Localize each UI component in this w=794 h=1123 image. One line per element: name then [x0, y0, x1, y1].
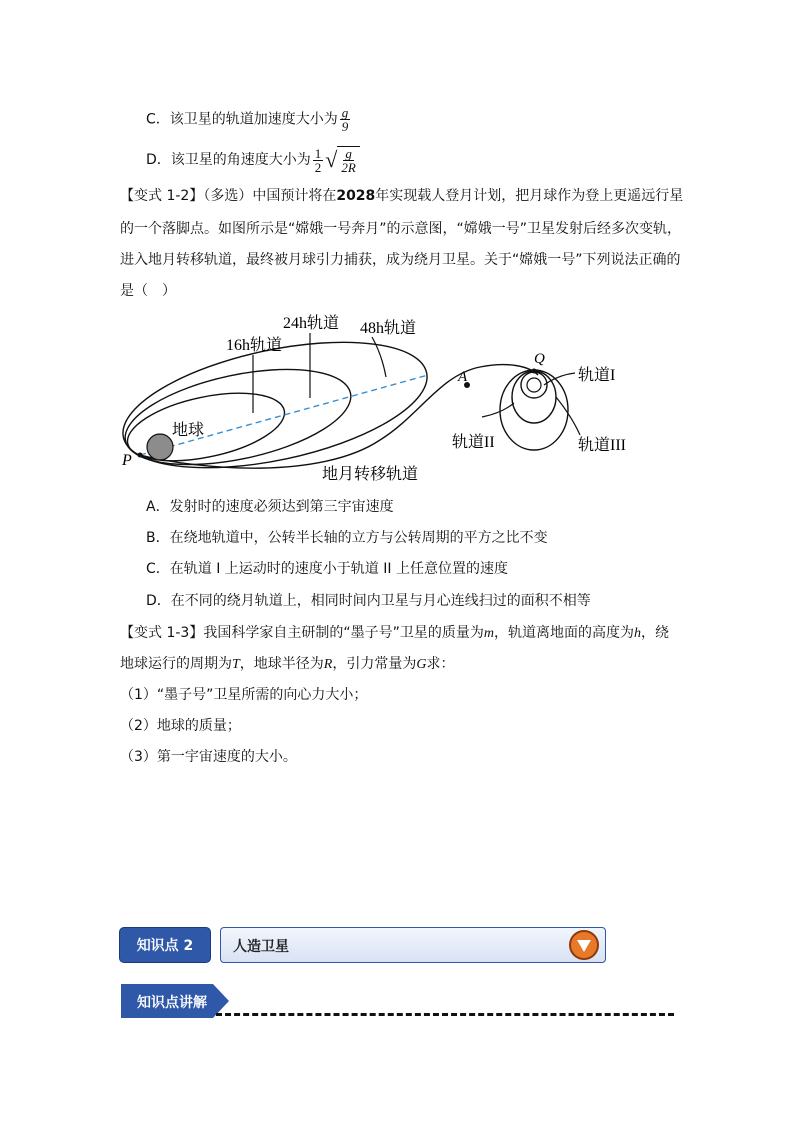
q12-line3: 进入地月转移轨道，最终被月球引力捕获，成为绕月卫星。关于“嫦娥一号”下列说法正确的: [120, 252, 681, 268]
q12-line2: 的一个落脚点。如图所示是“嫦娥一号奔月”的示意图，“嫦娥一号”卫星发射后经多次变轨，: [120, 221, 682, 237]
label-q: Q: [534, 351, 545, 367]
option-c-prev: [146, 106, 352, 133]
knowledge-point-title-box: [220, 927, 606, 963]
option-c-prev-text: C．该卫星的轨道加速度大小为: [146, 111, 338, 128]
q13-item-1: （1）“墨子号”卫星所需的向心力大小；: [120, 687, 368, 703]
knowledge-point-tag: 知识点 2: [119, 927, 211, 963]
explain-tag-shape: [121, 984, 229, 1018]
label-orbit-iii: 轨道III: [578, 437, 626, 454]
expand-arrow-icon[interactable]: [569, 930, 599, 960]
q12-option-d: D．在不同的绕月轨道上，相同时间内卫星与月心连线扫过的面积不相等: [146, 593, 591, 609]
q13-tag: 【变式 1-3】: [120, 625, 204, 641]
fraction-one-half: $\frac{1}{2}$: [314, 145, 322, 175]
label-orbit-i: 轨道I: [578, 367, 616, 384]
q13-line1: 【变式 1-3】我国科学家自主研制的“墨子号”卫星的质量为m，轨道离地面的高度为h，绕: [120, 625, 669, 641]
knowledge-point-bar: [119, 927, 606, 965]
q13-item-3: （3）第一宇宙速度的大小。: [120, 749, 297, 765]
explain-label: 知识点讲解: [137, 995, 207, 1011]
q12-tag: 【变式 1-2】: [120, 188, 204, 204]
q12-option-c: C．在轨道 I 上运动时的速度小于轨道 II 上任意位置的速度: [146, 561, 508, 577]
explain-divider: [216, 1013, 674, 1016]
label-a: A: [458, 369, 468, 385]
q12-line4: 是（ ）: [120, 283, 176, 299]
option-d-prev-text: D．该卫星的角速度大小为: [146, 152, 311, 168]
q13-item-2: （2）地球的质量；: [120, 718, 241, 734]
q13-line2: 地球运行的周期为T，地球半径为R，引力常量为G求：: [120, 656, 455, 672]
point-q: [532, 369, 537, 374]
label-p: P: [122, 452, 132, 469]
moon: [527, 378, 541, 392]
option-d-prev: [146, 146, 360, 174]
earth: [147, 434, 173, 460]
label-24h: 24h轨道: [283, 315, 340, 332]
label-48h: 48h轨道: [360, 320, 417, 337]
label-orbit-ii: 轨道II: [452, 434, 495, 451]
fraction-g-9: $\frac{g}{9}$: [341, 105, 349, 134]
sqrt-expression: √ $\frac{g}{2R}$: [325, 146, 360, 174]
label-transfer: 地月转移轨道: [322, 466, 419, 483]
point-p: [138, 453, 143, 458]
knowledge-point-title: 人造卫星: [233, 939, 289, 955]
moon-orbit-figure: [110, 305, 650, 485]
q12-option-b: B．在绕地轨道中，公转半长轴的立方与公转周期的平方之比不变: [146, 530, 548, 546]
label-16h: 16h轨道: [226, 337, 283, 354]
q12-option-a: A．发射时的速度必须达到第三宇宙速度: [146, 499, 394, 515]
q12-line1: 【变式 1-2】（多选）中国预计将在2028年实现载人登月计划，把月球作为登上更遥远行星: [120, 188, 684, 204]
label-earth: 地球: [172, 422, 205, 439]
